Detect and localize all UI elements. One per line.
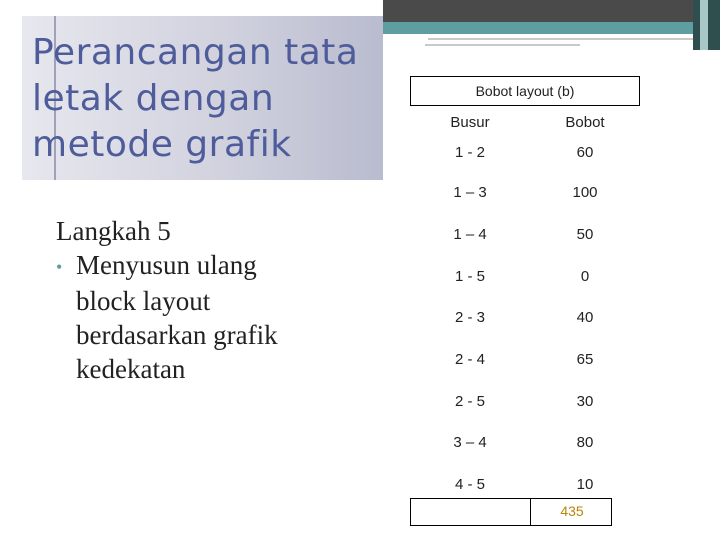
bobot-cell: 65 xyxy=(576,351,594,368)
bobot-cell: 10 xyxy=(576,476,594,493)
busur-cell: 1 – 4 xyxy=(453,226,487,243)
bobot-cell: 80 xyxy=(576,434,594,451)
total-value: 435 xyxy=(560,503,584,519)
top-rule-short xyxy=(425,44,580,46)
step-heading: Langkah 5 xyxy=(56,216,171,246)
bobot-cell: 60 xyxy=(576,144,594,161)
column-header-bobot: Bobot xyxy=(565,114,605,131)
bullet-text-4: kedekatan xyxy=(76,354,186,384)
bobot-cell: 40 xyxy=(576,309,594,326)
bullet-text-3: berdasarkan grafik xyxy=(76,320,278,350)
busur-cell: 4 - 5 xyxy=(454,476,485,493)
table-caption: Bobot layout (b) xyxy=(410,76,640,106)
table-row xyxy=(410,184,640,224)
table-row xyxy=(410,309,640,349)
bobot-cell: 100 xyxy=(572,184,598,201)
bullet-text-2: block layout xyxy=(76,286,211,316)
busur-cell: 1 - 5 xyxy=(454,268,485,285)
busur-cell: 3 – 4 xyxy=(453,434,487,451)
table-row xyxy=(410,434,640,474)
column-header-busur: Busur xyxy=(450,114,490,131)
top-rule xyxy=(428,38,720,40)
busur-cell: 2 - 3 xyxy=(454,309,485,326)
total-row xyxy=(410,498,612,526)
bullet-item xyxy=(56,248,386,284)
table-row xyxy=(410,226,640,266)
table-row xyxy=(410,268,640,308)
table-row xyxy=(410,351,640,391)
bobot-cell: 30 xyxy=(576,393,594,410)
table-row xyxy=(410,144,640,184)
bobot-cell: 0 xyxy=(580,268,590,285)
busur-cell: 2 - 4 xyxy=(454,351,485,368)
table-row xyxy=(410,393,640,433)
slide-body xyxy=(56,214,386,386)
busur-cell: 1 - 2 xyxy=(454,144,485,161)
corner-accent-light xyxy=(700,0,708,50)
bobot-cell: 50 xyxy=(576,226,594,243)
slide-title: Perancangan tata letak dengan metode grafik xyxy=(32,32,359,165)
busur-cell: 2 - 5 xyxy=(454,393,485,410)
bullet-icon: • xyxy=(56,257,63,277)
bullet-text-1: Menyusun ulang xyxy=(76,250,257,280)
top-bar-dark xyxy=(383,0,720,22)
busur-cell: 1 – 3 xyxy=(453,184,487,201)
top-bar-teal xyxy=(383,22,720,34)
